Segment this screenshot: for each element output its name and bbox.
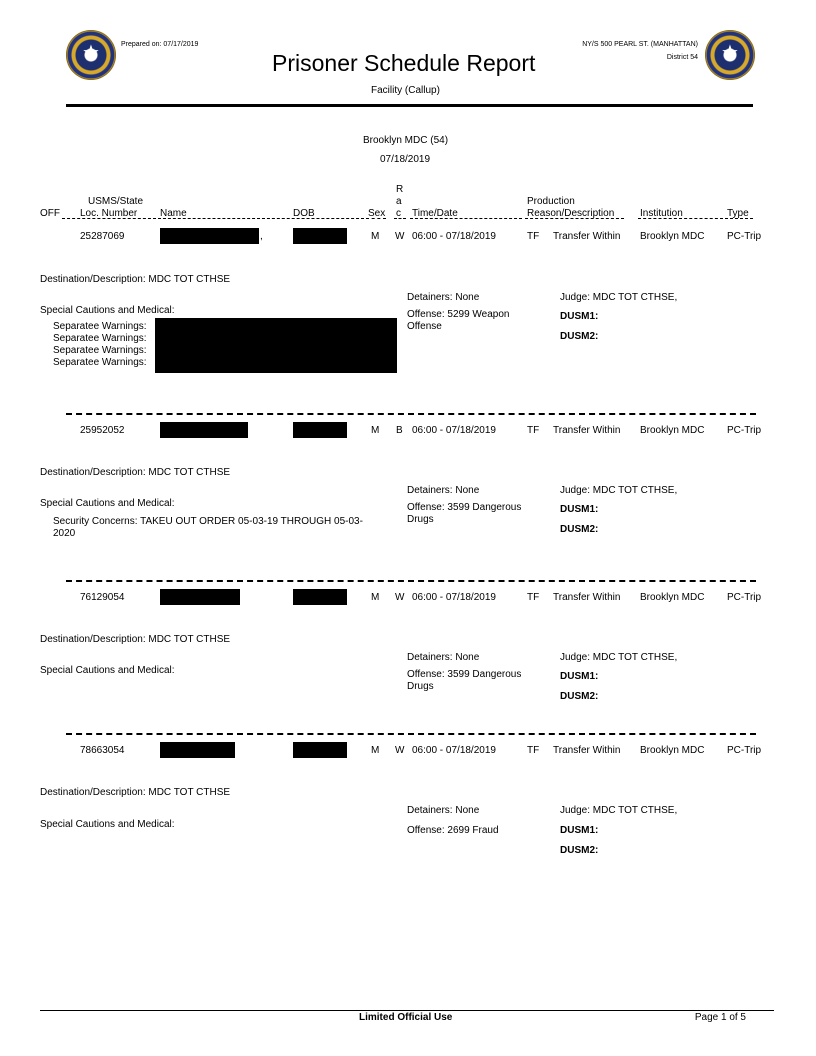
detainers: Detainers: None: [407, 292, 480, 303]
redacted-separatees: [155, 318, 397, 373]
offense-line2: Offense: [407, 321, 442, 332]
hdr-underline-usms: [62, 218, 156, 219]
record-institution: Brooklyn MDC: [640, 425, 705, 436]
record-race: W: [395, 745, 405, 756]
dusm1: DUSM1:: [560, 504, 599, 515]
dusm1: DUSM1:: [560, 311, 599, 322]
page-title: Prisoner Schedule Report: [272, 50, 536, 76]
col-race-r: R: [396, 184, 404, 195]
location-line-2: District 54: [666, 54, 698, 61]
redacted-name: [160, 228, 259, 244]
usms-seal-right-icon: ★: [705, 30, 755, 80]
facility-date: 07/18/2019: [380, 154, 431, 165]
redacted-name: [160, 742, 235, 758]
hdr-underline-name: [158, 218, 364, 219]
record-institution: Brooklyn MDC: [640, 592, 705, 603]
special-cautions: Special Cautions and Medical:: [40, 498, 175, 509]
destination: Destination/Description: MDC TOT CTHSE: [40, 467, 231, 478]
offense-line2: Drugs: [407, 514, 434, 525]
record-loc-number: 25952052: [80, 425, 125, 436]
dusm1: DUSM1:: [560, 825, 599, 836]
record-separator-3: [66, 733, 756, 735]
record-race: W: [395, 592, 405, 603]
hdr-underline-sex: [366, 218, 386, 219]
name-comma: ,: [260, 231, 263, 242]
record-institution: Brooklyn MDC: [640, 745, 705, 756]
hdr-underline-institution: [638, 218, 723, 219]
col-race-c: c: [396, 208, 401, 219]
record-reason: TF: [527, 745, 540, 756]
security-concerns-line2: 2020: [53, 528, 76, 539]
record-loc-number: 78663054: [80, 745, 125, 756]
redacted-dob: [293, 228, 347, 244]
record-type: PC-Trip: [727, 425, 762, 436]
detainers: Detainers: None: [407, 485, 480, 496]
judge: Judge: MDC TOT CTHSE,: [560, 652, 678, 663]
record-separator-2: [66, 580, 756, 582]
col-time-date: Time/Date: [412, 208, 458, 219]
record-institution: Brooklyn MDC: [640, 231, 705, 242]
judge: Judge: MDC TOT CTHSE,: [560, 805, 678, 816]
page-subtitle: Facility (Callup): [371, 85, 440, 96]
offense-line1: Offense: 2699 Fraud: [407, 825, 499, 836]
prepared-on: Prepared on: 07/17/2019: [121, 41, 199, 48]
detainers: Detainers: None: [407, 805, 480, 816]
record-separator-1: [66, 413, 756, 415]
dusm2: DUSM2:: [560, 691, 599, 702]
special-cautions: Special Cautions and Medical:: [40, 305, 175, 316]
col-type: Type: [727, 208, 749, 219]
judge: Judge: MDC TOT CTHSE,: [560, 292, 678, 303]
col-institution: Institution: [640, 208, 683, 219]
header-rule: [66, 104, 753, 107]
usms-seal-left-icon: ★: [66, 30, 116, 80]
col-production-line2: Reason/Description: [527, 208, 615, 219]
record-description: Transfer Within: [553, 592, 621, 603]
dusm2: DUSM2:: [560, 845, 599, 856]
hdr-underline-production: [525, 218, 624, 219]
separatee-warning-4: Separatee Warnings:: [53, 357, 147, 368]
col-production-line1: Production: [527, 196, 575, 207]
record-sex: M: [371, 425, 380, 436]
record-type: PC-Trip: [727, 745, 762, 756]
hdr-underline-time: [410, 218, 522, 219]
security-concerns-line1: Security Concerns: TAKEU OUT ORDER 05-03-19 THROUGH 05-03-: [53, 516, 363, 527]
destination: Destination/Description: MDC TOT CTHSE: [40, 634, 231, 645]
destination: Destination/Description: MDC TOT CTHSE: [40, 787, 231, 798]
dusm1: DUSM1:: [560, 671, 599, 682]
col-usms-line1: USMS/State: [88, 196, 144, 207]
record-time-date: 06:00 - 07/18/2019: [412, 231, 496, 242]
col-name: Name: [160, 208, 187, 219]
col-off: OFF: [40, 208, 60, 219]
col-dob: DOB: [293, 208, 315, 219]
record-type: PC-Trip: [727, 592, 762, 603]
facility-name: Brooklyn MDC (54): [363, 135, 449, 146]
dusm2: DUSM2:: [560, 331, 599, 342]
record-race: B: [396, 425, 403, 436]
record-reason: TF: [527, 425, 540, 436]
record-sex: M: [371, 231, 380, 242]
page-number: Page 1 of 5: [694, 1012, 746, 1023]
redacted-dob: [293, 589, 347, 605]
record-reason: TF: [527, 231, 540, 242]
record-time-date: 06:00 - 07/18/2019: [412, 592, 496, 603]
record-race: W: [395, 231, 405, 242]
separatee-warning-3: Separatee Warnings:: [53, 345, 147, 356]
hdr-underline-race: [394, 218, 406, 219]
col-sex: Sex: [368, 208, 386, 219]
redacted-name: [160, 422, 248, 438]
offense-line1: Offense: 3599 Dangerous: [407, 502, 522, 513]
location-line-1: NY/S 500 PEARL ST. (MANHATTAN): [582, 41, 698, 48]
redacted-dob: [293, 742, 347, 758]
record-loc-number: 25287069: [80, 231, 125, 242]
hdr-underline-type: [725, 218, 753, 219]
offense-line2: Drugs: [407, 681, 434, 692]
record-reason: TF: [527, 592, 540, 603]
col-race-a: a: [396, 196, 402, 207]
special-cautions: Special Cautions and Medical:: [40, 819, 175, 830]
record-description: Transfer Within: [553, 231, 621, 242]
judge: Judge: MDC TOT CTHSE,: [560, 485, 678, 496]
dusm2: DUSM2:: [560, 524, 599, 535]
offense-line1: Offense: 5299 Weapon: [407, 309, 510, 320]
footer-rule: [40, 1010, 774, 1011]
offense-line1: Offense: 3599 Dangerous: [407, 669, 522, 680]
record-sex: M: [371, 592, 380, 603]
redacted-name: [160, 589, 240, 605]
redacted-dob: [293, 422, 347, 438]
col-usms-line2: Loc. Number: [80, 208, 138, 219]
destination: Destination/Description: MDC TOT CTHSE: [40, 274, 231, 285]
record-time-date: 06:00 - 07/18/2019: [412, 425, 496, 436]
record-description: Transfer Within: [553, 745, 621, 756]
record-type: PC-Trip: [727, 231, 762, 242]
detainers: Detainers: None: [407, 652, 480, 663]
special-cautions: Special Cautions and Medical:: [40, 665, 175, 676]
record-description: Transfer Within: [553, 425, 621, 436]
record-sex: M: [371, 745, 380, 756]
record-loc-number: 76129054: [80, 592, 125, 603]
separatee-warning-2: Separatee Warnings:: [53, 333, 147, 344]
record-time-date: 06:00 - 07/18/2019: [412, 745, 496, 756]
separatee-warning-1: Separatee Warnings:: [53, 321, 147, 332]
footer-classification: Limited Official Use: [359, 1012, 453, 1023]
